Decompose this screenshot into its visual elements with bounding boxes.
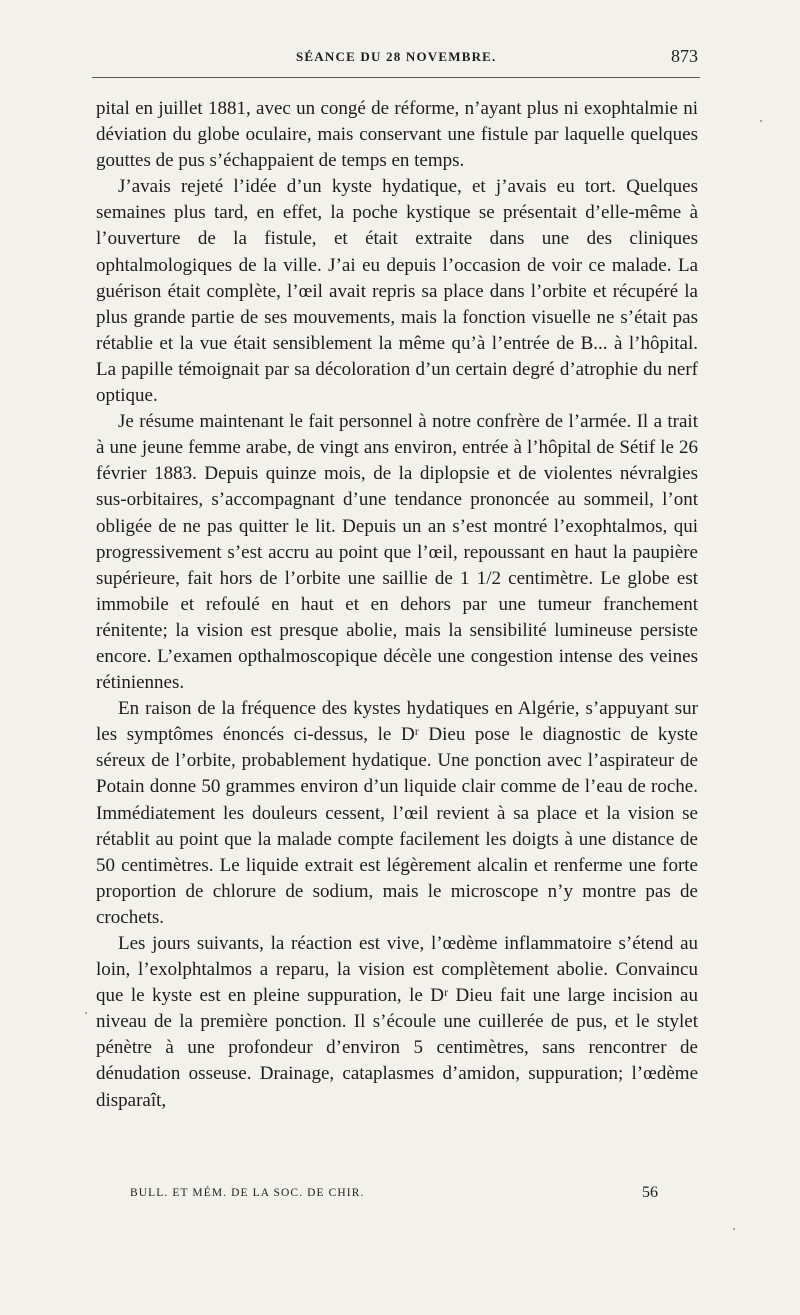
paper-speck [85, 1012, 87, 1014]
paragraph: J’avais rejeté l’idée d’un kyste hydatique, et j’avais eu tort. Quelques semaines plus tard, en effet, la poche kystique se présentait d’elle-même à l’ouverture de la fistule, et était extraite dans une des cliniques ophtalmologiques de la ville. J’ai eu depuis l’occasion de voir ce malade. La guérison était complète, l’œil avait repris sa place dans l’orbite et récupéré la plus grande partie de ses mouvements, mais la fonction visuelle ne s’était pas rétablie et la vue était sensiblement la même qu’à l’entrée de B... à l’hôpital. La papille témoignait par sa décoloration d’un certain degré d’atrophie du nerf optique. [96, 176, 698, 407]
page-number: 873 [671, 46, 698, 66]
running-title: SÉANCE DU 28 NOVEMBRE. [296, 49, 497, 64]
running-header [96, 46, 698, 71]
signature-mark: 56 [642, 1184, 658, 1201]
paragraph: En raison de la fréquence des kystes hydatiques en Algérie, s’appuyant sur les symptômes énoncés ci-dessus, le Dʳ Dieu pose le diagnostic de kyste séreux de l’orbite, probablement hydatique. Une ponction avec l’aspirateur de Potain donne 50 grammes environ d’un liquide clair comme de l’eau de roche. Immédiatement les douleurs cessent, l’œil revient à sa place et la vision se rétablit au point que la malade compte facilement les doigts à une distance de 50 centimètres. Le liquide extrait est légèrement alcalin et renferme une forte proportion de chlorure de sodium, mais le microscope n’y montre pas de crochets. [96, 698, 698, 928]
paper-speck [760, 120, 762, 122]
paragraph: pital en juillet 1881, avec un congé de réforme, n’ayant plus ni exophtalmie ni déviation du globe oculaire, mais conservant une fistule par laquelle quelques gouttes de pus s’échappaient de temps en temps. [96, 98, 698, 172]
publication-source: BULL. ET MÉM. DE LA SOC. DE CHIR. [130, 1187, 365, 1199]
paper-speck [733, 1228, 735, 1230]
paragraph: Je résume maintenant le fait personnel à notre confrère de l’armée. Il a trait à une jeune femme arabe, de vingt ans environ, entrée à l’hôpital de Sétif le 26 février 1883. Depuis quinze mois, de la diplopsie et de violentes névralgies sus-orbitaires, s’accompagnant d’une tendance prononcée au sommeil, l’ont obligée de ne pas quitter le lit. Depuis un an s’est montré l’exophtalmos, qui progressivement s’est accru au point que l’œil, repoussant en haut la paupière supérieure, fait hors de l’orbite une saillie de 1 1/2 centimètre. Le globe est immobile et refoulé en haut et en dehors par une tumeur franchement rénitente; la vision est presque abolie, mais la sensibilité lumineuse persiste encore. L’examen opthalmoscopique décèle une congestion intense des veines rétiniennes. [96, 411, 698, 694]
header-rule [92, 77, 700, 78]
page-footer [130, 1184, 658, 1207]
body-text [96, 96, 698, 1114]
paragraph: Les jours suivants, la réaction est vive, l’œdème inflammatoire s’étend au loin, l’exolphtalmos a reparu, la vision est complètement abolie. Convaincu que le kyste est en pleine suppuration, le Dʳ Dieu fait une large incision au niveau de la première ponction. Il s’écoule une cuillerée de pus, et le stylet pénètre à une profondeur d’environ 5 centimètres, sans rencontrer de dénudation osseuse. Drainage, cataplasmes d’amidon, suppuration; l’œdème disparaît, [96, 933, 698, 1111]
